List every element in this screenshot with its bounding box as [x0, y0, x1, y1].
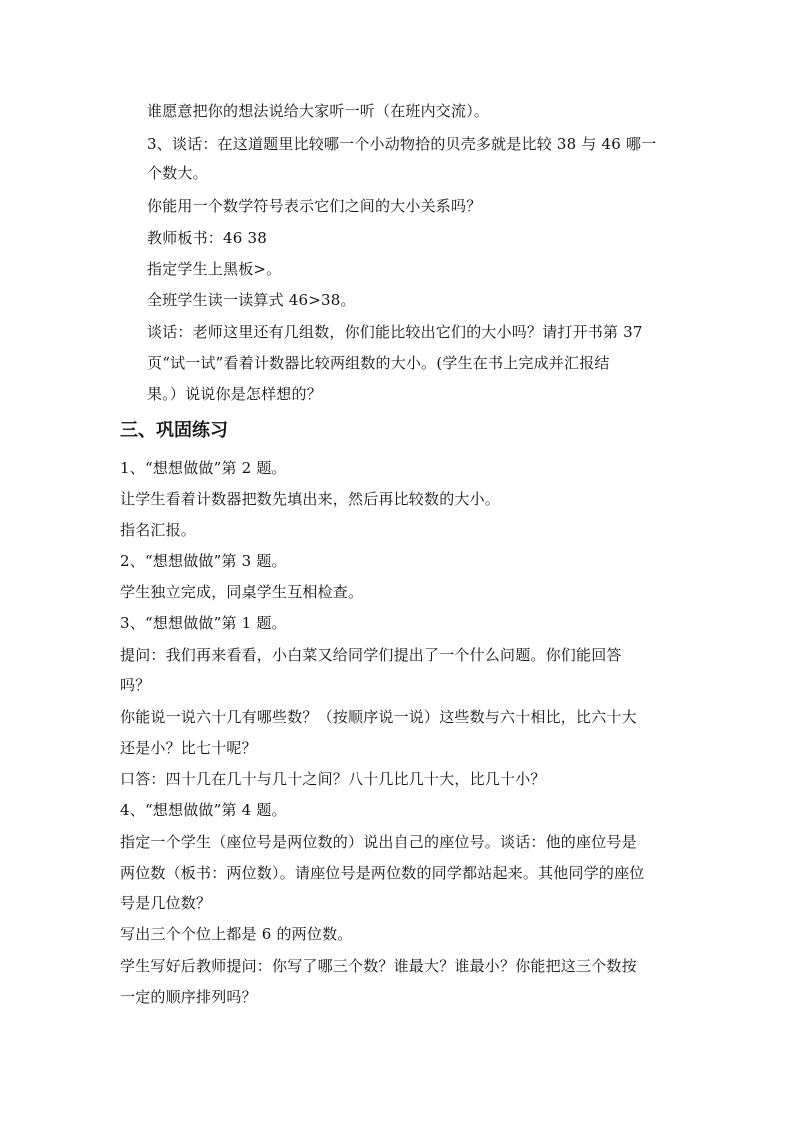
paragraph-line: 让学生看着计数器把数先填出来，然后再比较数的大小。 — [120, 490, 501, 508]
paragraph-line: 3、“想想做做”第 1 题。 — [120, 614, 287, 632]
paragraph-line: 页“试一试”看着计数器比较两组数的大小。(学生在书上完成并汇报结 — [147, 354, 610, 372]
paragraph-line: 1、“想想做做”第 2 题。 — [120, 459, 287, 477]
paragraph-line: 指定一个学生（座位号是两位数的）说出自己的座位号。谈话：他的座位号是 — [120, 833, 637, 851]
paragraph-line: 谁愿意把你的想法说给大家听一听（在班内交流）。 — [147, 102, 490, 120]
paragraph-line: 提问：我们再来看看，小白菜又给同学们提出了一个什么问题。你们能回答 — [120, 646, 622, 664]
section-heading: 三、巩固练习 — [120, 420, 228, 441]
paragraph-line: 谈话：老师这里还有几组数，你们能比较出它们的大小吗？请打开书第 37 — [147, 323, 643, 341]
paragraph-line: 个数大。 — [147, 164, 208, 182]
paragraph-line: 教师板书：46 38 — [147, 229, 267, 247]
paragraph-line: 口答：四十几在几十与几十之间？八十几比几十大，比几十小？ — [120, 770, 546, 788]
paragraph-line: 还是小？比七十呢？ — [120, 739, 257, 757]
paragraph-line: 2、“想想做做”第 3 题。 — [120, 552, 287, 570]
paragraph-line: 指定学生上黑板>。 — [147, 260, 282, 278]
paragraph-line: 果。）说说你是怎样想的？ — [147, 385, 322, 403]
paragraph-line: 全班学生读一读算式 46>38。 — [147, 291, 356, 309]
paragraph-line: 4、“想想做做”第 4 题。 — [120, 801, 287, 819]
paragraph-line: 你能说一说六十几有哪些数？（按顺序说一说）这些数与六十相比，比六十大 — [120, 708, 637, 726]
paragraph-line: 一定的顺序排列吗？ — [120, 988, 257, 1006]
paragraph-line: 号是几位数？ — [120, 894, 212, 912]
paragraph-line: 3、谈话：在这道题里比较哪一个小动物拾的贝壳多就是比较 38 与 46 哪一 — [147, 135, 657, 153]
paragraph-line: 吗？ — [120, 676, 151, 694]
paragraph-line: 你能用一个数学符号表示它们之间的大小关系吗？ — [147, 197, 482, 215]
paragraph-line: 指名汇报。 — [120, 521, 197, 539]
paragraph-line: 学生独立完成，同桌学生互相检查。 — [120, 583, 364, 601]
paragraph-line: 两位数（板书：两位数）。请座位号是两位数的同学都站起来。其他同学的座位 — [120, 864, 645, 882]
paragraph-line: 学生写好后教师提问：你写了哪三个数？谁最大？谁最小？你能把这三个数按 — [120, 957, 637, 975]
paragraph-line: 写出三个个位上都是 6 的两位数。 — [120, 925, 353, 943]
